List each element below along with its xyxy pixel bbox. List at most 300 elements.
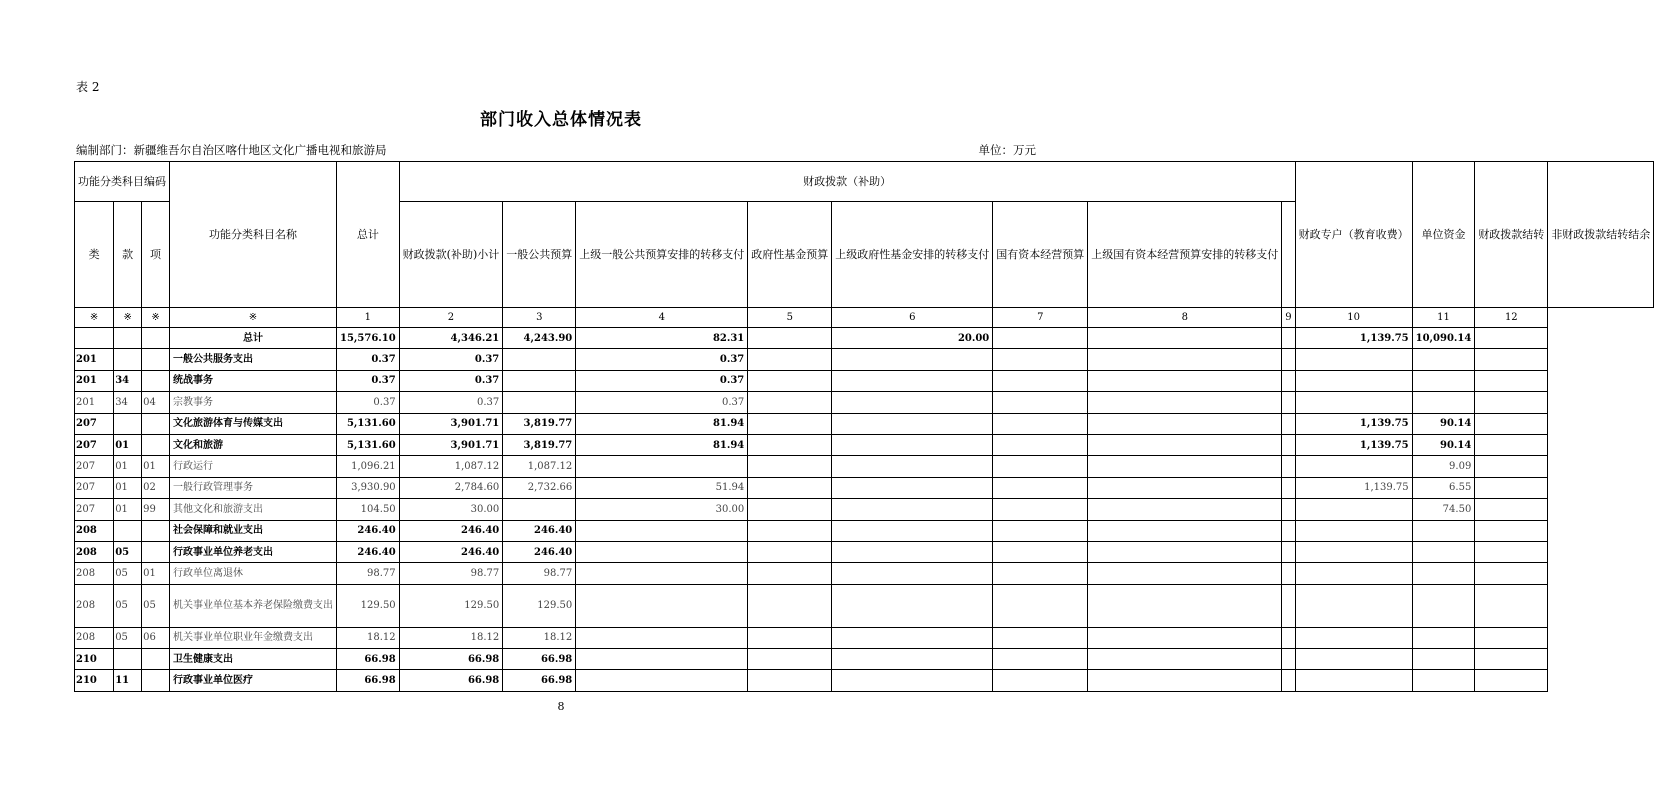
- value-cell: 0.37: [337, 370, 400, 391]
- table-row: [75, 392, 1654, 413]
- value-cell: 90.14: [1412, 434, 1475, 455]
- value-cell: [1412, 520, 1475, 541]
- subject-name-cell: 宗教事务: [170, 392, 337, 413]
- value-cell: [1475, 477, 1548, 498]
- value-cell: [832, 413, 993, 434]
- subject-name-cell: 行政事业单位养老支出: [170, 541, 337, 562]
- code-xiang-cell: [142, 670, 170, 691]
- value-cell: [1088, 370, 1282, 391]
- value-cell: 0.37: [337, 349, 400, 370]
- value-cell: [1295, 499, 1412, 520]
- code-xiang-cell: [142, 328, 170, 349]
- value-cell: [993, 627, 1088, 648]
- value-cell: 98.77: [337, 563, 400, 584]
- value-cell: [1475, 328, 1548, 349]
- value-cell: [1295, 370, 1412, 391]
- value-cell: 0.37: [399, 349, 503, 370]
- value-cell: [1295, 584, 1412, 627]
- value-cell: [576, 670, 748, 691]
- value-cell: 1,139.75: [1295, 328, 1412, 349]
- code-lei-cell: 208: [75, 520, 114, 541]
- value-cell: 51.94: [576, 477, 748, 498]
- value-cell: [1412, 649, 1475, 670]
- value-cell: 4,243.90: [503, 328, 576, 349]
- value-cell: [1088, 627, 1282, 648]
- value-cell: [576, 584, 748, 627]
- value-cell: [1475, 456, 1548, 477]
- value-cell: [832, 392, 993, 413]
- value-cell: [1475, 413, 1548, 434]
- subject-name-cell: 统战事务: [170, 370, 337, 391]
- index-cell: ※: [142, 308, 170, 328]
- value-cell: [993, 392, 1088, 413]
- value-cell: [503, 370, 576, 391]
- header-c2: 财政拨款(补助)小计: [399, 202, 503, 308]
- code-xiang-cell: 02: [142, 477, 170, 498]
- value-cell: 98.77: [503, 563, 576, 584]
- value-cell: [1282, 370, 1295, 391]
- table-row: [75, 349, 1654, 370]
- header-code-group: 功能分类科目编码: [75, 162, 170, 202]
- code-kuan-cell: 05: [114, 563, 142, 584]
- value-cell: [1475, 434, 1548, 455]
- value-cell: 9.09: [1412, 456, 1475, 477]
- value-cell: 1,139.75: [1295, 434, 1412, 455]
- page-title: 部门收入总体情况表: [480, 110, 642, 130]
- value-cell: 66.98: [399, 649, 503, 670]
- value-cell: [1295, 520, 1412, 541]
- value-cell: [1412, 584, 1475, 627]
- value-cell: [832, 434, 993, 455]
- subject-name-cell: 行政事业单位医疗: [170, 670, 337, 691]
- value-cell: [1088, 477, 1282, 498]
- code-kuan-cell: [114, 349, 142, 370]
- value-cell: [993, 349, 1088, 370]
- value-cell: 74.50: [1412, 499, 1475, 520]
- value-cell: [1282, 456, 1295, 477]
- index-cell: 7: [993, 308, 1088, 328]
- code-lei-cell: 201: [75, 392, 114, 413]
- subject-name-cell: 一般公共服务支出: [170, 349, 337, 370]
- value-cell: [1088, 456, 1282, 477]
- code-lei-cell: 208: [75, 563, 114, 584]
- value-cell: [1412, 370, 1475, 391]
- code-xiang-cell: [142, 434, 170, 455]
- value-cell: [1282, 477, 1295, 498]
- code-xiang-cell: 01: [142, 456, 170, 477]
- value-cell: [748, 392, 832, 413]
- table-row: [75, 456, 1654, 477]
- index-cell: 4: [576, 308, 748, 328]
- code-xiang-cell: [142, 413, 170, 434]
- value-cell: [1295, 649, 1412, 670]
- value-cell: 0.37: [576, 370, 748, 391]
- value-cell: 18.12: [399, 627, 503, 648]
- value-cell: [832, 563, 993, 584]
- subject-name-cell: 总计: [170, 328, 337, 349]
- value-cell: [1282, 649, 1295, 670]
- page-number: 8: [557, 700, 565, 713]
- index-cell: ※: [114, 308, 142, 328]
- table-row: [75, 520, 1654, 541]
- value-cell: 1,096.21: [337, 456, 400, 477]
- value-cell: [1295, 349, 1412, 370]
- index-cell: 12: [1475, 308, 1548, 328]
- code-lei-cell: 207: [75, 456, 114, 477]
- subject-name-cell: 一般行政管理事务: [170, 477, 337, 498]
- code-xiang-cell: 06: [142, 627, 170, 648]
- value-cell: 129.50: [399, 584, 503, 627]
- subject-name-cell: 机关事业单位基本养老保险缴费支出: [170, 584, 337, 627]
- value-cell: 1,139.75: [1295, 413, 1412, 434]
- header-c5: 政府性基金预算: [748, 202, 832, 308]
- code-kuan-cell: 01: [114, 456, 142, 477]
- value-cell: 6.55: [1412, 477, 1475, 498]
- value-cell: [1475, 584, 1548, 627]
- code-lei-cell: 207: [75, 499, 114, 520]
- index-cell: 5: [748, 308, 832, 328]
- code-lei-cell: 201: [75, 370, 114, 391]
- value-cell: 82.31: [576, 328, 748, 349]
- value-cell: 0.37: [399, 392, 503, 413]
- value-cell: [748, 541, 832, 562]
- value-cell: 66.98: [503, 649, 576, 670]
- value-cell: [1282, 563, 1295, 584]
- value-cell: 129.50: [337, 584, 400, 627]
- value-cell: [832, 584, 993, 627]
- table-row: [75, 477, 1654, 498]
- value-cell: [748, 499, 832, 520]
- header-total: 总计: [337, 162, 400, 308]
- code-kuan-cell: 11: [114, 670, 142, 691]
- value-cell: 15,576.10: [337, 328, 400, 349]
- value-cell: [993, 434, 1088, 455]
- value-cell: [832, 670, 993, 691]
- index-cell: 3: [503, 308, 576, 328]
- index-row: [75, 308, 1654, 328]
- value-cell: 3,901.71: [399, 434, 503, 455]
- value-cell: [1282, 627, 1295, 648]
- value-cell: [993, 456, 1088, 477]
- value-cell: [1295, 563, 1412, 584]
- value-cell: 66.98: [399, 670, 503, 691]
- value-cell: 246.40: [337, 541, 400, 562]
- code-xiang-cell: [142, 349, 170, 370]
- table-row: [75, 434, 1654, 455]
- header-c10: 单位资金: [1412, 162, 1475, 308]
- value-cell: [1088, 520, 1282, 541]
- subject-name-cell: 文化和旅游: [170, 434, 337, 455]
- value-cell: [993, 670, 1088, 691]
- value-cell: 81.94: [576, 413, 748, 434]
- value-cell: [1412, 349, 1475, 370]
- value-cell: [1088, 670, 1282, 691]
- subject-name-cell: 其他文化和旅游支出: [170, 499, 337, 520]
- code-kuan-cell: [114, 520, 142, 541]
- value-cell: [993, 584, 1088, 627]
- code-xiang-cell: [142, 649, 170, 670]
- value-cell: 246.40: [503, 541, 576, 562]
- value-cell: 1,139.75: [1295, 477, 1412, 498]
- value-cell: 66.98: [337, 670, 400, 691]
- value-cell: 90.14: [1412, 413, 1475, 434]
- index-cell: 2: [399, 308, 503, 328]
- value-cell: [1282, 541, 1295, 562]
- code-kuan-cell: 01: [114, 499, 142, 520]
- value-cell: [1282, 499, 1295, 520]
- index-cell: 10: [1295, 308, 1412, 328]
- value-cell: [1088, 392, 1282, 413]
- code-lei-cell: 208: [75, 541, 114, 562]
- code-kuan-cell: [114, 413, 142, 434]
- value-cell: [1282, 520, 1295, 541]
- value-cell: 3,901.71: [399, 413, 503, 434]
- code-lei-cell: 210: [75, 649, 114, 670]
- value-cell: [748, 370, 832, 391]
- value-cell: 66.98: [503, 670, 576, 691]
- value-cell: 20.00: [832, 328, 993, 349]
- index-cell: 8: [1088, 308, 1282, 328]
- subject-name-cell: 文化旅游体育与传媒支出: [170, 413, 337, 434]
- table-row: [75, 370, 1654, 391]
- value-cell: 1,087.12: [399, 456, 503, 477]
- value-cell: 3,819.77: [503, 413, 576, 434]
- table-row: [75, 541, 1654, 562]
- code-xiang-cell: 04: [142, 392, 170, 413]
- value-cell: [832, 627, 993, 648]
- header-c4: 上级一般公共预算安排的转移支付: [576, 202, 748, 308]
- table-tag: 表 2: [76, 80, 100, 94]
- code-kuan-cell: 34: [114, 370, 142, 391]
- value-cell: 10,090.14: [1412, 328, 1475, 349]
- value-cell: 18.12: [337, 627, 400, 648]
- value-cell: [1088, 541, 1282, 562]
- value-cell: [993, 413, 1088, 434]
- value-cell: [576, 541, 748, 562]
- value-cell: [1475, 541, 1548, 562]
- value-cell: [1282, 584, 1295, 627]
- value-cell: 0.37: [576, 349, 748, 370]
- code-kuan-cell: [114, 649, 142, 670]
- index-cell: ※: [75, 308, 114, 328]
- value-cell: [993, 499, 1088, 520]
- value-cell: [1088, 413, 1282, 434]
- value-cell: [503, 499, 576, 520]
- value-cell: [748, 520, 832, 541]
- header-c6: 上级政府性基金安排的转移支付: [832, 202, 993, 308]
- value-cell: [748, 434, 832, 455]
- value-cell: 30.00: [576, 499, 748, 520]
- value-cell: [748, 349, 832, 370]
- value-cell: 246.40: [399, 541, 503, 562]
- value-cell: [1295, 392, 1412, 413]
- value-cell: [1295, 541, 1412, 562]
- header-c8: 上级国有资本经营预算安排的转移支付: [1088, 202, 1282, 308]
- code-lei-cell: 207: [75, 413, 114, 434]
- table-row: [75, 563, 1654, 584]
- value-cell: 3,819.77: [503, 434, 576, 455]
- value-cell: 129.50: [503, 584, 576, 627]
- value-cell: [748, 627, 832, 648]
- header-xiang: 项: [142, 202, 170, 308]
- value-cell: [576, 627, 748, 648]
- value-cell: 30.00: [399, 499, 503, 520]
- value-cell: [748, 670, 832, 691]
- code-kuan-cell: 05: [114, 584, 142, 627]
- value-cell: [993, 649, 1088, 670]
- table-row: [75, 584, 1654, 627]
- value-cell: [1412, 670, 1475, 691]
- index-cell: 9: [1282, 308, 1295, 328]
- value-cell: [1412, 627, 1475, 648]
- value-cell: [832, 541, 993, 562]
- header-c11: 财政拨款结转: [1475, 162, 1548, 308]
- header-name: 功能分类科目名称: [170, 162, 337, 308]
- value-cell: [1282, 413, 1295, 434]
- value-cell: 66.98: [337, 649, 400, 670]
- code-xiang-cell: 05: [142, 584, 170, 627]
- value-cell: 5,131.60: [337, 434, 400, 455]
- value-cell: [748, 328, 832, 349]
- value-cell: 0.37: [399, 370, 503, 391]
- value-cell: [1475, 627, 1548, 648]
- value-cell: [1475, 392, 1548, 413]
- code-lei-cell: 208: [75, 627, 114, 648]
- value-cell: [832, 520, 993, 541]
- value-cell: 2,784.60: [399, 477, 503, 498]
- code-xiang-cell: [142, 520, 170, 541]
- value-cell: [748, 477, 832, 498]
- unit-label: 单位：万元: [978, 143, 1036, 157]
- index-cell: 6: [832, 308, 993, 328]
- value-cell: [1282, 349, 1295, 370]
- subject-name-cell: 卫生健康支出: [170, 649, 337, 670]
- header-lei: 类: [75, 202, 114, 308]
- value-cell: [1282, 434, 1295, 455]
- value-cell: [832, 370, 993, 391]
- code-kuan-cell: 05: [114, 627, 142, 648]
- value-cell: 104.50: [337, 499, 400, 520]
- value-cell: 246.40: [503, 520, 576, 541]
- value-cell: 1,087.12: [503, 456, 576, 477]
- code-kuan-cell: 05: [114, 541, 142, 562]
- code-kuan-cell: [114, 328, 142, 349]
- table-row: [75, 627, 1654, 648]
- code-xiang-cell: 99: [142, 499, 170, 520]
- value-cell: 3,930.90: [337, 477, 400, 498]
- value-cell: [576, 563, 748, 584]
- value-cell: [993, 477, 1088, 498]
- code-lei-cell: 207: [75, 477, 114, 498]
- value-cell: [748, 456, 832, 477]
- value-cell: 0.37: [337, 392, 400, 413]
- index-cell: 11: [1412, 308, 1475, 328]
- value-cell: [832, 477, 993, 498]
- income-table: [74, 161, 1654, 692]
- header-c7: 国有资本经营预算: [993, 202, 1088, 308]
- code-kuan-cell: 01: [114, 477, 142, 498]
- value-cell: [1282, 392, 1295, 413]
- subject-name-cell: 社会保障和就业支出: [170, 520, 337, 541]
- value-cell: [993, 370, 1088, 391]
- code-lei-cell: 210: [75, 670, 114, 691]
- code-xiang-cell: [142, 541, 170, 562]
- value-cell: [832, 349, 993, 370]
- value-cell: [993, 563, 1088, 584]
- value-cell: [576, 520, 748, 541]
- value-cell: [993, 520, 1088, 541]
- table-row: [75, 328, 1654, 349]
- value-cell: 18.12: [503, 627, 576, 648]
- value-cell: [1088, 563, 1282, 584]
- value-cell: [1412, 563, 1475, 584]
- value-cell: [503, 392, 576, 413]
- subject-name-cell: 行政单位离退休: [170, 563, 337, 584]
- value-cell: [1475, 349, 1548, 370]
- value-cell: [576, 456, 748, 477]
- value-cell: [832, 456, 993, 477]
- value-cell: [748, 649, 832, 670]
- value-cell: [1475, 370, 1548, 391]
- table-row: [75, 649, 1654, 670]
- value-cell: [503, 349, 576, 370]
- value-cell: [1088, 499, 1282, 520]
- value-cell: 5,131.60: [337, 413, 400, 434]
- value-cell: [1475, 649, 1548, 670]
- code-lei-cell: [75, 328, 114, 349]
- value-cell: [1282, 328, 1295, 349]
- value-cell: [832, 499, 993, 520]
- value-cell: 0.37: [576, 392, 748, 413]
- value-cell: [1088, 584, 1282, 627]
- code-kuan-cell: 01: [114, 434, 142, 455]
- value-cell: [1295, 456, 1412, 477]
- subject-name-cell: 行政运行: [170, 456, 337, 477]
- value-cell: 246.40: [337, 520, 400, 541]
- code-lei-cell: 207: [75, 434, 114, 455]
- value-cell: [1412, 541, 1475, 562]
- value-cell: [993, 328, 1088, 349]
- code-lei-cell: 201: [75, 349, 114, 370]
- value-cell: [1088, 349, 1282, 370]
- value-cell: [832, 649, 993, 670]
- value-cell: [1295, 670, 1412, 691]
- index-cell: 1: [337, 308, 400, 328]
- code-lei-cell: 208: [75, 584, 114, 627]
- value-cell: [993, 541, 1088, 562]
- header-c12: 非财政拨款结转结余: [1548, 162, 1654, 308]
- value-cell: 98.77: [399, 563, 503, 584]
- value-cell: [1475, 520, 1548, 541]
- code-xiang-cell: [142, 370, 170, 391]
- table-row: [75, 413, 1654, 434]
- subject-name-cell: 机关事业单位职业年金缴费支出: [170, 627, 337, 648]
- value-cell: [748, 563, 832, 584]
- value-cell: 4,346.21: [399, 328, 503, 349]
- value-cell: [1088, 328, 1282, 349]
- code-kuan-cell: 34: [114, 392, 142, 413]
- header-c3: 一般公共预算: [503, 202, 576, 308]
- value-cell: [1412, 392, 1475, 413]
- value-cell: [1088, 434, 1282, 455]
- value-cell: [1475, 499, 1548, 520]
- value-cell: 2,732.66: [503, 477, 576, 498]
- header-kuan: 款: [114, 202, 142, 308]
- value-cell: [576, 649, 748, 670]
- org-label: 编制部门：新疆维吾尔自治区喀什地区文化广播电视和旅游局: [76, 143, 387, 157]
- value-cell: 246.40: [399, 520, 503, 541]
- index-cell: ※: [170, 308, 337, 328]
